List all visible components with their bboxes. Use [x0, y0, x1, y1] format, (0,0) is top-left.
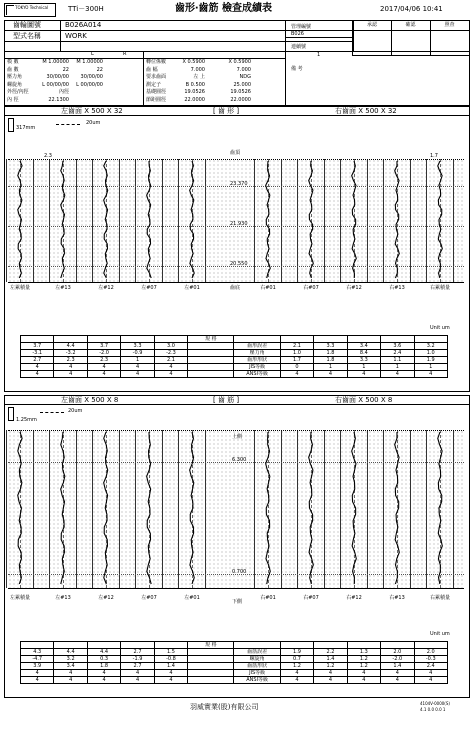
profile-right-cell: 3.6 [381, 343, 414, 350]
lead-tooth-label: 左#07 [141, 595, 157, 601]
lead-row-label: 螺旋角 [234, 656, 280, 663]
profile-top-small-right: 1.7 [430, 153, 438, 159]
profile-left-cell: 3.3 [121, 343, 154, 350]
lead-right-cell: 4 [314, 670, 347, 677]
profile-left-cell: 4 [154, 371, 187, 378]
lead-top-label: 上側 [232, 434, 243, 440]
profile-top-small-left: 2.3 [44, 153, 52, 159]
gear-no-label: 齒輪圖號 [13, 21, 41, 29]
lead-right-cell: 4 [280, 670, 313, 677]
profile-table-header: 規 格 [188, 336, 234, 343]
spec-left-label: 螺旋角 [7, 81, 23, 88]
spec-right-l-value: 19.0526 [184, 89, 205, 95]
lead-row-label: 齒筋形狀 [234, 663, 280, 670]
lead-left-label: 左齒面 X 500 X 8 [61, 396, 119, 404]
trace-path [266, 432, 271, 584]
lead-left-cell: 4 [121, 677, 154, 684]
profile-right-cell: 4 [381, 371, 414, 378]
profile-tooth-label: 左累積量 [9, 285, 30, 291]
lead-left-cell: 0.3 [87, 656, 120, 663]
trace-path [147, 161, 152, 278]
profile-right-cell: 3.3 [347, 357, 380, 364]
lead-left-cell: 4 [87, 677, 120, 684]
profile-left-label: 左齒面 X 500 X 32 [61, 107, 123, 115]
spec-right-r-value: X 0.5900 [228, 59, 251, 65]
profile-top-label: 齒頂 [230, 150, 241, 156]
spec-right-r-value: 25.000 [233, 81, 251, 88]
profile-row-label: JIS等級 [234, 364, 280, 371]
lead-right-cell: 1.2 [314, 663, 347, 670]
spec-right-r-value: 7.000 [236, 66, 251, 73]
profile-bottom-label: 齒底 [230, 285, 241, 291]
profile-tooth-label: 左#12 [98, 285, 114, 291]
lead-left-cell: 2.7 [121, 649, 154, 656]
logo-text: TOKYO Technical [15, 5, 49, 10]
trace-path [190, 161, 195, 278]
trace-path [147, 432, 152, 584]
profile-left-cell: 4 [154, 364, 187, 371]
lead-left-cell: 4.4 [54, 649, 87, 656]
lead-right-cell: 4 [381, 677, 414, 684]
lead-scale-a: 20um [68, 408, 83, 414]
spec-right-label: 基礎圓徑 [146, 89, 167, 95]
lead-right-cell: 1.4 [314, 656, 347, 663]
lead-left-cell: 1.5 [154, 649, 187, 656]
gear-no: B026A014 [65, 21, 102, 29]
footer-code-a: 4104V-0000(S) [420, 701, 450, 706]
lead-tooth-label: 右#07 [303, 595, 319, 601]
spec-left-r-value: 30/00/00 [80, 74, 103, 80]
trace-path [61, 432, 65, 584]
profile-unit: Unit um [430, 325, 450, 331]
profile-left-cell: 4.4 [54, 343, 87, 350]
info-block [4, 20, 470, 106]
profile-left-cell: -2.0 [87, 350, 120, 357]
profile-row-label: 齒形形狀 [234, 357, 280, 364]
lead-right-cell: 4 [347, 670, 380, 677]
lead-right-cell: 1.2 [280, 663, 313, 670]
lead-center-label: [ 齒 筋 ] [213, 396, 240, 404]
profile-row-label: ANSI等級 [234, 371, 280, 378]
profile-tooth-label: 右#01 [260, 285, 276, 291]
profile-right-label: 右齒面 X 500 X 32 [335, 107, 397, 115]
lead-left-cell: 1.4 [154, 663, 187, 670]
profile-right-cell: 1 [414, 364, 447, 371]
trace-path [352, 432, 357, 584]
profile-right-cell: 2.1 [280, 343, 313, 350]
spec-right-label: 轉位係數 [146, 59, 167, 65]
spec-left-label: 內 徑 [7, 96, 19, 103]
lead-scale-key [8, 407, 14, 421]
lead-left-cell: -0.8 [154, 656, 187, 663]
lead-right-cell: 4 [414, 677, 447, 684]
lead-value-2: 0.700 [232, 569, 247, 575]
profile-result-table [20, 335, 448, 378]
spec-right-l-value: 左 上 [193, 74, 205, 80]
lead-left-cell: 4 [21, 670, 54, 677]
lead-result-table [20, 641, 448, 684]
profile-right-cell: 4 [314, 371, 347, 378]
trace-path [104, 161, 108, 278]
lead-tooth-label: 右#01 [260, 595, 276, 601]
spec-right-r-value: 19.0526 [230, 89, 251, 95]
datetime: 2017/04/06 10:41 [380, 5, 443, 13]
lead-right-cell: 1.3 [347, 649, 380, 656]
mgmt-value: B026 [291, 31, 304, 37]
profile-right-cell: 4 [414, 371, 447, 378]
lead-unit: Unit um [430, 631, 450, 637]
lead-table-header: 規 格 [188, 642, 234, 649]
page-title: 齒形‧齒筋 檢查成績表 [175, 3, 272, 14]
profile-left-cell: 2.7 [21, 357, 54, 364]
spec-right-l-value: 22.0000 [184, 96, 205, 103]
serial-value: 1 [317, 52, 321, 58]
lead-tooth-label: 左#12 [98, 595, 114, 601]
lead-left-cell: -4.7 [21, 656, 54, 663]
spec-right-l-value: B 0.500 [185, 81, 205, 88]
profile-center-label: [ 齒 形 ] [213, 107, 240, 115]
spec-left-label: 齒 數 [7, 66, 19, 73]
lead-left-cell: 3.9 [21, 663, 54, 670]
spec-right-label: 測定子 [146, 81, 162, 88]
profile-right-cell: 1.8 [314, 350, 347, 357]
trace-path [352, 161, 357, 278]
profile-right-cell: 1.1 [381, 357, 414, 364]
spec-left-r-value: 22 [96, 66, 103, 73]
spec-right-l-value: 7.000 [190, 66, 205, 73]
profile-left-cell: 4 [121, 364, 154, 371]
spec-right-label: 齒 幅 [146, 66, 158, 73]
lead-right-cell: 1.2 [347, 656, 380, 663]
spec-right-r-value: 22.0000 [230, 96, 251, 103]
serial-label: 連續號 [291, 44, 307, 50]
lead-left-cell: 4 [87, 670, 120, 677]
profile-scale-a: 20um [86, 120, 101, 126]
profile-right-cell: 4 [347, 371, 380, 378]
lead-right-cell: 2.2 [314, 649, 347, 656]
lead-right-cell: 4 [381, 670, 414, 677]
type-label: 型式名稱 [13, 32, 41, 40]
lead-right-cell: 4 [414, 670, 447, 677]
profile-right-cell: 1.0 [414, 350, 447, 357]
trace-path [104, 432, 108, 584]
profile-right-cell: 3.3 [314, 343, 347, 350]
lead-right-cell: 0.7 [280, 656, 313, 663]
profile-left-cell: -3.1 [21, 350, 54, 357]
profile-right-cell: 1.7 [280, 357, 313, 364]
profile-left-cell: 4 [54, 371, 87, 378]
lead-row-label: 齒筋誤差 [234, 649, 280, 656]
lead-tooth-label: 右#13 [389, 595, 405, 601]
profile-row-label: 齒形誤差 [234, 343, 280, 350]
lead-left-cell: 2.7 [121, 663, 154, 670]
profile-value-3: 20.550 [230, 261, 248, 267]
lead-left-cell: 4 [54, 670, 87, 677]
lead-right-cell: 1.4 [381, 663, 414, 670]
profile-right-cell: 1 [381, 364, 414, 371]
lead-right-cell: -2.0 [381, 656, 414, 663]
profile-left-cell: 2.3 [87, 357, 120, 364]
lead-left-cell: 4.3 [21, 649, 54, 656]
profile-left-cell: 2.1 [154, 357, 187, 364]
lead-left-cell: 3.2 [54, 656, 87, 663]
trace-path [190, 432, 195, 584]
trace-lines [0, 159, 474, 282]
lead-right-cell: 2.0 [414, 649, 447, 656]
profile-left-cell: 4 [54, 364, 87, 371]
confirm-label: 確認 [405, 22, 416, 28]
lead-tooth-label: 左#13 [55, 595, 71, 601]
lead-right-cell: 4 [280, 677, 313, 684]
logo-box [4, 3, 56, 17]
lead-value-1: 6.300 [232, 457, 247, 463]
lead-scale-b: 1.25mm [16, 417, 37, 423]
profile-right-cell: 1 [314, 364, 347, 371]
trace-path [395, 432, 400, 584]
lead-right-cell: 2.0 [381, 649, 414, 656]
spec-col-l: L [91, 51, 94, 57]
profile-tooth-label: 右#12 [346, 285, 362, 291]
mgmt-label: 管理編號 [291, 24, 312, 30]
profile-right-cell: 3.4 [347, 343, 380, 350]
trace-path [395, 161, 400, 278]
profile-tooth-label: 右累積量 [429, 285, 450, 291]
lead-right-cell: -0.3 [414, 656, 447, 663]
profile-left-cell: 4 [121, 371, 154, 378]
profile-tooth-label: 左#07 [141, 285, 157, 291]
lead-left-cell: 4 [21, 677, 54, 684]
lead-left-cell: 4 [54, 677, 87, 684]
profile-scale-key [8, 118, 14, 132]
remark-label: 備 考 [291, 66, 303, 72]
lead-right-cell: 4 [347, 677, 380, 684]
spec-left-l-value: 22.1300 [48, 96, 69, 103]
spec-left-r-value: L 00/00/00 [76, 81, 103, 88]
spec-left-label: 模 數 [7, 59, 19, 65]
profile-right-cell: 1 [347, 364, 380, 371]
profile-right-cell: 1.8 [314, 357, 347, 364]
profile-right-cell: 1.0 [280, 350, 313, 357]
profile-scale-b: 317mm [16, 125, 36, 131]
lead-left-cell: 1.8 [87, 663, 120, 670]
trace-path [309, 161, 314, 278]
lead-right-label: 右齒面 X 500 X 8 [335, 396, 393, 404]
profile-left-cell: -2.3 [154, 350, 187, 357]
lead-right-cell: 4 [314, 677, 347, 684]
lead-left-cell: -1.9 [121, 656, 154, 663]
trace-path [266, 161, 271, 278]
profile-left-cell: 4 [21, 371, 54, 378]
spec-col-r: R [123, 51, 127, 57]
lead-right-cell: 2.4 [414, 663, 447, 670]
trace-path [438, 161, 443, 278]
profile-right-cell: 1.9 [414, 357, 447, 364]
profile-left-cell: -0.9 [121, 350, 154, 357]
profile-left-cell: 3.7 [87, 343, 120, 350]
profile-left-cell: 3.7 [21, 343, 54, 350]
lead-tooth-label: 左#01 [184, 595, 200, 601]
spec-left-r-value: M 1.00000 [76, 59, 103, 65]
profile-left-cell: 3.0 [154, 343, 187, 350]
profile-right-cell: 2.4 [381, 350, 414, 357]
lead-left-cell: 4 [154, 677, 187, 684]
lead-right-cell: 1.2 [347, 663, 380, 670]
profile-left-cell: 4 [87, 364, 120, 371]
lead-left-cell: 4 [121, 670, 154, 677]
trace-path [438, 432, 443, 584]
lead-right-cell: 1.9 [280, 649, 313, 656]
logo-mark-icon [6, 5, 14, 15]
profile-tooth-label: 左#13 [55, 285, 71, 291]
lead-bottom-label: 下側 [232, 599, 243, 605]
lead-tooth-label: 右累積量 [429, 595, 450, 601]
spec-left-l-value: 30/00/00 [46, 74, 69, 80]
footer-code-b: 4.1 0.0 0.0 1 [420, 707, 446, 712]
lead-left-cell: 4.4 [87, 649, 120, 656]
profile-left-cell: 2.3 [54, 357, 87, 364]
spec-right-l-value: X 0.5900 [182, 59, 205, 65]
spec-right-label: 要求齒面 [146, 74, 167, 80]
spec-left-l-value: 22 [62, 66, 69, 73]
spec-left-l-value: L 00/00/00 [42, 81, 69, 88]
spec-right-r-value: NDG [239, 74, 251, 80]
spec-right-label: 節距圓徑 [146, 96, 167, 103]
lead-row-label: JIS等級 [234, 670, 280, 677]
spec-left-label: 外徑/內徑 [7, 89, 29, 95]
check-label: 照查 [444, 22, 455, 28]
approve-label: 承認 [366, 22, 377, 28]
profile-left-cell: 1 [121, 357, 154, 364]
company-name: 羽威實業(股)有限公司 [190, 703, 259, 711]
trace-path [18, 161, 22, 278]
spec-left-l-value: M 1.00000 [42, 59, 69, 65]
spec-left-label: 壓力角 [7, 74, 23, 80]
profile-left-cell: -3.2 [54, 350, 87, 357]
profile-value-1: 23.370 [230, 181, 248, 187]
trace-path [18, 432, 22, 584]
lead-left-cell: 4 [154, 670, 187, 677]
profile-left-cell: 4 [87, 371, 120, 378]
model-name: TTi－300H [68, 5, 104, 13]
profile-left-cell: 4 [21, 364, 54, 371]
profile-value-2: 21.930 [230, 221, 248, 227]
lead-tooth-label: 左累積量 [9, 595, 30, 601]
type-value: WORK [65, 32, 87, 40]
spec-left-l-value: 內徑 [58, 89, 69, 95]
lead-left-cell: 3.4 [54, 663, 87, 670]
profile-right-cell: 3.2 [414, 343, 447, 350]
trace-lines [0, 430, 474, 588]
trace-path [309, 432, 314, 584]
profile-right-cell: 0 [280, 364, 313, 371]
profile-tooth-label: 右#07 [303, 285, 319, 291]
profile-row-label: 壓力角 [234, 350, 280, 357]
profile-tooth-label: 左#01 [184, 285, 200, 291]
trace-path [61, 161, 65, 278]
profile-tooth-label: 右#13 [389, 285, 405, 291]
lead-tooth-label: 右#12 [346, 595, 362, 601]
lead-row-label: ANSI等級 [234, 677, 280, 684]
profile-right-cell: 8.4 [347, 350, 380, 357]
profile-right-cell: 4 [280, 371, 313, 378]
